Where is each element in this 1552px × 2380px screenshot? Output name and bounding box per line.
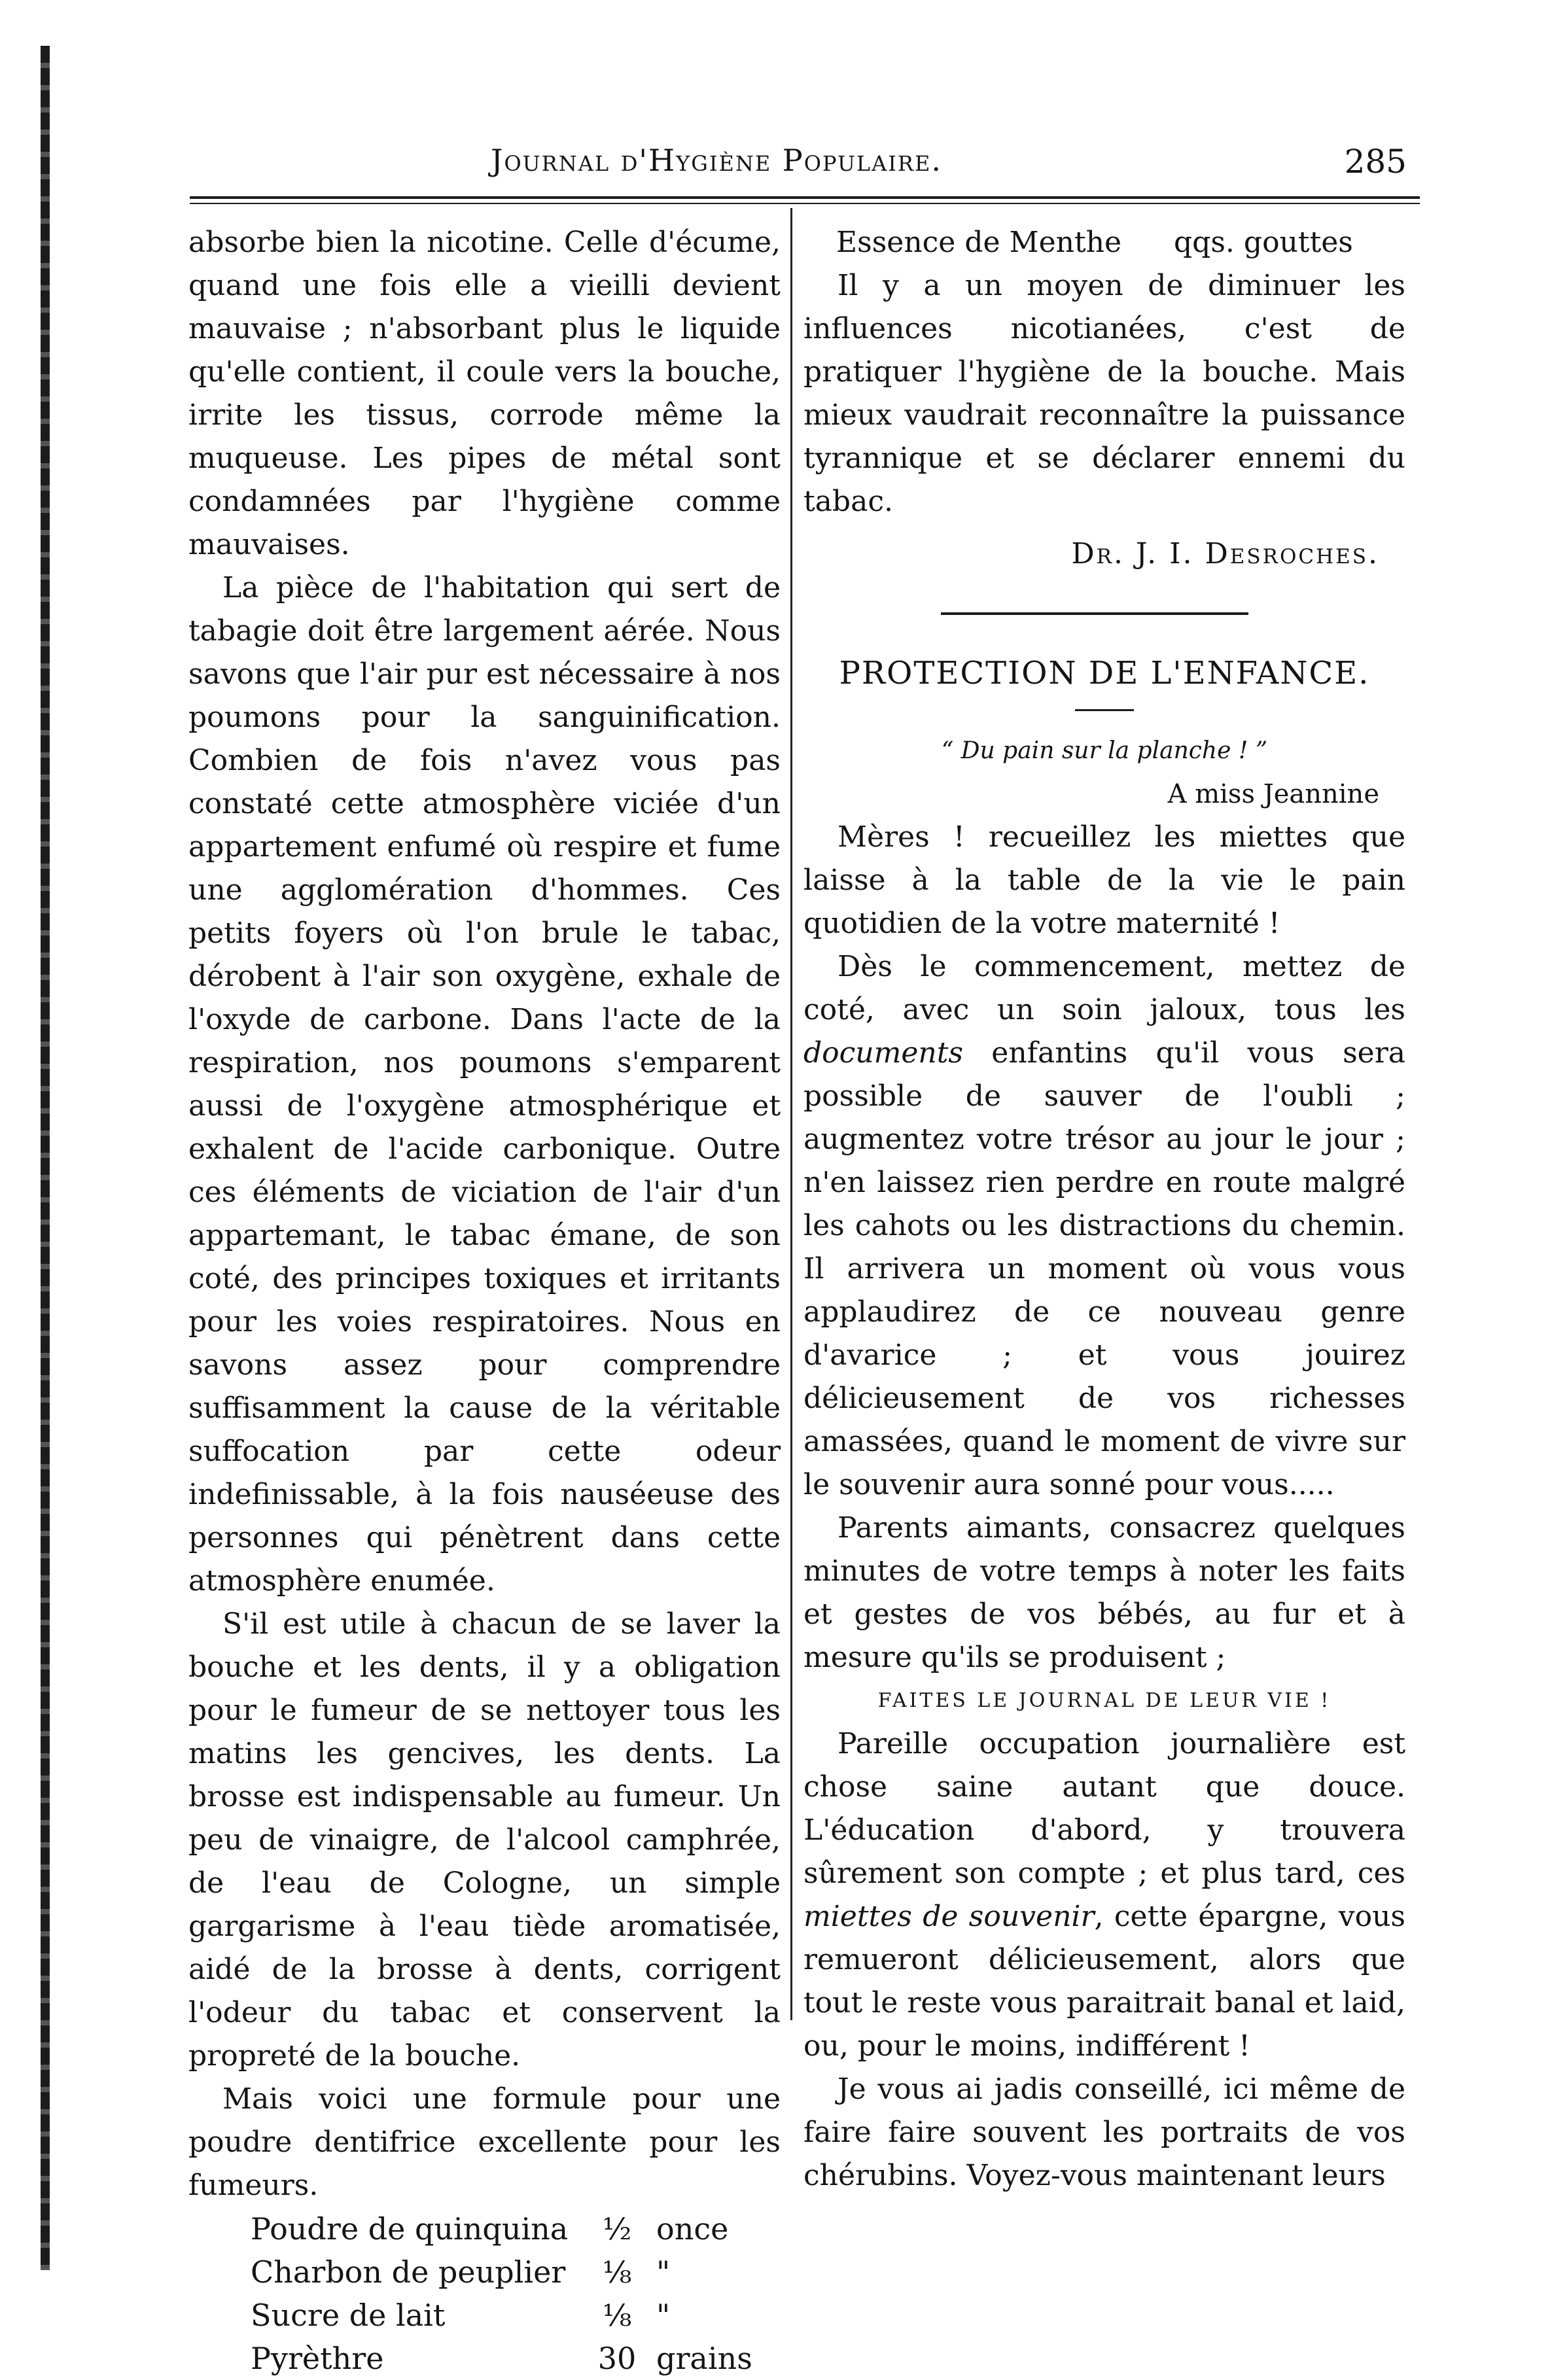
paragraph: Parents aimants, consacrez quelques minutes de votre temps à noter les faits et gestes de vos bébés, au fur et à mesure qu'ils se produisent ;	[803, 1511, 1405, 1674]
title-rule	[1075, 709, 1134, 711]
formula-row	[251, 2207, 787, 2250]
smallcaps-line: FAITES LE JOURNAL DE LEUR VIE !	[877, 1689, 1332, 1712]
header-rule-thin	[190, 203, 1420, 204]
ingredient-unit: once	[656, 2211, 729, 2247]
paragraph: La pièce de l'habitation qui sert de tabagie doit être largement aérée. Nous savons que l'air pur est nécessaire à nos poumons pour la sanguinification. Combien de fois n'avez vous pas constaté cette atmosphère viciée d'un appartement enfumé où respire et fume une agglomération d'hommes. Ces petits foyers où l'on brule le tabac, dérobent à l'air son oxygène, exhale de l'oxyde de carbone. Dans l'acte de la respiration, nos poumons s'emparent aussi de l'oxygène atmosphérique et exhalent de l'acide carbonique. Outre ces éléments de viciation de l'air d'un appartemant, le tabac émane, de son coté, des principes toxiques et irritants pour les voies respiratoires. Nous en savons assez pour comprendre suffisamment la cause de la véritable suffocation par cette odeur indefinissable, à la fois nauséeuse des personnes qui pénètrent dans cette atmosphère enumée.	[188, 571, 781, 1598]
header-rule	[190, 196, 1420, 199]
paragraph: absorbe bien la nicotine. Celle d'écume, quand une fois elle a vieilli devient mauvaise ; n'absorbant plus le liquide qu'elle contient, il coule vers la bouche, irrite les tissus, corrode même la muqueuse. Les pipes de métal sont condamnées par l'hygiène comme mauvaises.	[188, 226, 781, 561]
paragraph: Je vous ai jadis conseillé, ici même de faire faire souvent les portraits de vos chérubins. Voyez-vous maintenant leurs	[803, 2073, 1405, 2192]
column-divider	[790, 208, 792, 2020]
ingredient-qty: qqs. gouttes	[1174, 226, 1353, 259]
section-title: PROTECTION DE L'ENFANCE.	[839, 655, 1370, 691]
text-run: Pareille occupation journalière est chose saine autant que douce. L'éducation d'abord, y trouvera sûrement son compte ; et plus tard, ces	[803, 1727, 1405, 1890]
ingredient-name: Sucre de lait	[251, 2298, 446, 2333]
formula-row	[251, 2294, 787, 2337]
formula-table	[251, 2207, 787, 2380]
emphasis: documents	[803, 1036, 963, 1070]
ingredient-name: Essence de Menthe	[836, 226, 1122, 259]
ingredient-name: Pyrèthre	[251, 2341, 384, 2376]
paragraph: Mais voici une formule pour une poudre dentifrice excellente pour les fumeurs.	[188, 2082, 781, 2202]
ingredient-qty: ⅛	[602, 2298, 632, 2333]
ingredient-name: Poudre de quinquina	[251, 2211, 569, 2247]
paragraph	[803, 945, 1405, 1507]
ingredient-qty: 30	[597, 2341, 637, 2376]
formula-line	[836, 221, 1405, 264]
page-number: 285	[1344, 143, 1407, 181]
ingredient-unit: "	[656, 2254, 671, 2290]
text-run: , cette épargne, vous remueront délicieusement, alors que tout le reste vous paraitrait banal et laid, ou, pour le moins, indifférent !	[803, 1900, 1405, 2063]
epigraph: “ Du pain sur la planche ! ”	[941, 737, 1268, 764]
ingredient-qty: ⅛	[602, 2254, 632, 2290]
text-run: enfantins qu'il vous sera possible de sauver de l'oubli ; augmentez votre trésor au jour le jour ; n'en laissez rien perdre en route malgré les cahots ou les distractions du chemin. Il arrivera un moment où vous vous applaudirez de ce nouveau genre d'avarice ; et vous jouirez délicieusement de vos richesses amassées, quand le moment de vivre sur le souvenir aura sonné pour vous.....	[803, 1036, 1405, 1501]
section-separator	[941, 612, 1248, 615]
paragraph: Il y a un moyen de diminuer les influences nicotianées, c'est de pratiquer l'hygiène de la bouche. Mais mieux vaudrait reconnaître la puissance tyrannique et se déclarer ennemi du tabac.	[803, 269, 1405, 518]
dedication: A miss Jeannine	[1167, 779, 1379, 809]
page-binding-edge	[41, 46, 50, 2270]
paragraph: S'il est utile à chacun de se laver la bouche et les dents, il y a obligation pour le fumeur de se nettoyer tous les matins les gencives, les dents. La brosse est indispensable au fumeur. Un peu de vinaigre, de l'alcool camphrée, de l'eau de Cologne, un simple gargarisme à l'eau tiède aromatisée, aidé de la brosse à dents, corrigent l'odeur du tabac et conservent la propreté de la bouche.	[188, 1607, 781, 2073]
running-head: Journal d'Hygiène Populaire.	[491, 143, 943, 178]
ingredient-unit: grains	[656, 2341, 752, 2376]
emphasis: miettes de souvenir	[803, 1900, 1095, 1933]
author-signature: Dr. J. I. Desroches.	[1071, 537, 1379, 570]
right-column	[803, 221, 1405, 2197]
ingredient-name: Charbon de peuplier	[251, 2254, 566, 2290]
ingredient-unit: "	[656, 2298, 671, 2333]
left-column	[188, 221, 781, 2380]
page-header	[190, 143, 1433, 188]
paragraph	[803, 1723, 1405, 2068]
paragraph: Mères ! recueillez les miettes que laisse à la table de la vie le pain quotidien de la votre maternité !	[803, 820, 1405, 940]
formula-row	[251, 2337, 787, 2380]
ingredient-qty: ½	[602, 2211, 632, 2247]
text-run: Dès le commencement, mettez de coté, avec un soin jaloux, tous les	[803, 950, 1405, 1026]
formula-row	[251, 2250, 787, 2294]
